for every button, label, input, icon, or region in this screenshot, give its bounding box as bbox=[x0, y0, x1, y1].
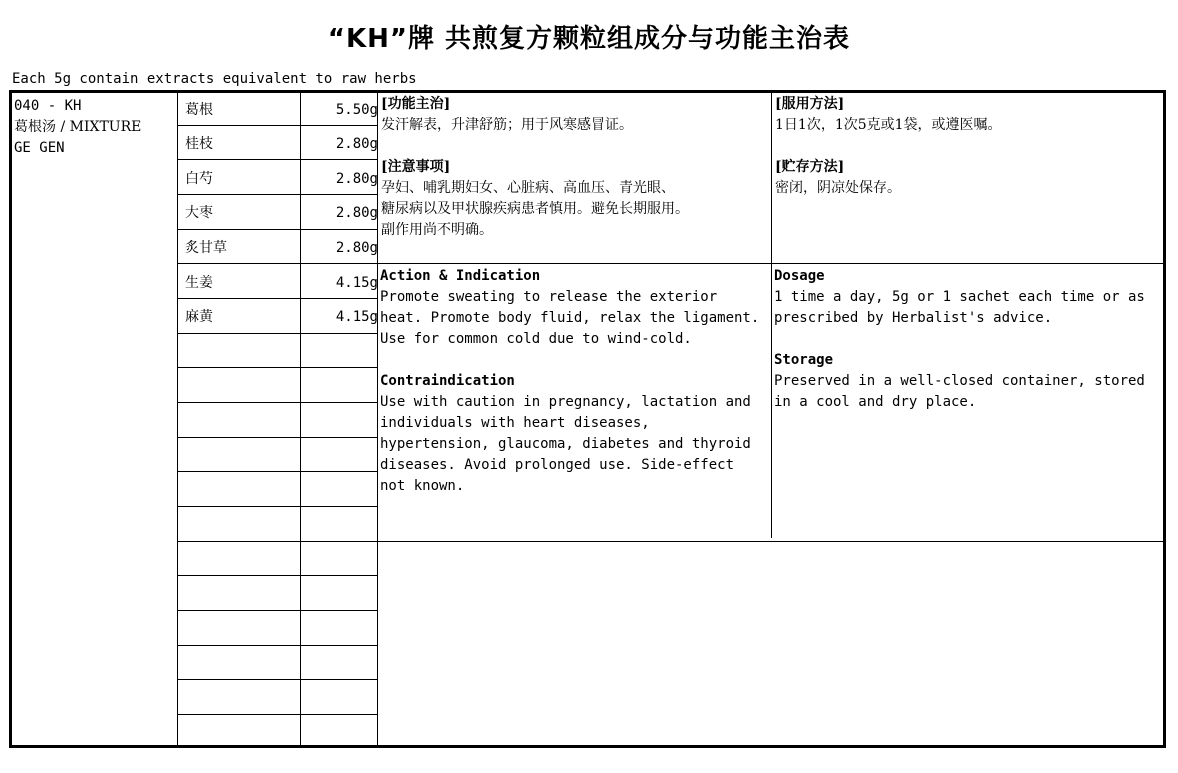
row-line bbox=[177, 610, 377, 611]
zh-dosage-text: 1日1次，1次5克或1袋，或遵医嘱。 bbox=[775, 117, 1002, 133]
subtitle: Each 5g contain extracts equivalent to raw herbs bbox=[12, 71, 417, 87]
zh-indication-heading: [功能主治] bbox=[381, 96, 451, 112]
en-indication-panel bbox=[380, 266, 770, 497]
en-contra-line: individuals with heart diseases, bbox=[380, 415, 650, 431]
zh-indication-panel bbox=[381, 94, 769, 241]
herb-name: 生姜 bbox=[185, 275, 213, 291]
herb-name: 白芍 bbox=[185, 171, 213, 187]
en-dosage-heading: Dosage bbox=[774, 268, 825, 284]
zh-storage-text: 密闭，阴凉处保存。 bbox=[775, 180, 901, 196]
row-line bbox=[177, 575, 377, 576]
en-contra-heading: Contraindication bbox=[380, 373, 515, 389]
herb-name: 麻黄 bbox=[185, 309, 213, 325]
divider-info-columns bbox=[771, 93, 772, 538]
row-line bbox=[177, 471, 377, 472]
herb-qty: 5.50g bbox=[335, 102, 378, 118]
zh-caution-line: 孕妇、哺乳期妇女、心脏病、高血压、青光眼、 bbox=[381, 180, 675, 196]
herb-qty: 4.15g bbox=[335, 275, 378, 291]
divider-code-herb bbox=[177, 93, 178, 745]
product-name-en: GE GEN bbox=[14, 140, 65, 156]
row-line bbox=[177, 367, 377, 368]
row-line bbox=[177, 402, 377, 403]
en-dosage-line: prescribed by Herbalist's advice. bbox=[774, 310, 1053, 326]
herb-qty: 4.15g bbox=[335, 309, 378, 325]
en-storage-line: in a cool and dry place. bbox=[774, 394, 977, 410]
product-info bbox=[14, 96, 174, 159]
en-indication-line: Promote sweating to release the exterior bbox=[380, 289, 718, 305]
en-storage-line: Preserved in a well-closed container, stored bbox=[774, 373, 1145, 389]
zh-indication-text: 发汗解表，升津舒筋；用于风寒感冒证。 bbox=[381, 117, 633, 133]
herb-name: 大枣 bbox=[185, 205, 213, 221]
en-contra-line: diseases. Avoid prolonged use. Side-effect bbox=[380, 457, 735, 473]
en-indication-line: Use for common cold due to wind-cold. bbox=[380, 331, 692, 347]
info-divider-bottom bbox=[377, 541, 1163, 542]
en-indication-heading: Action & Indication bbox=[380, 268, 541, 284]
product-code: 040 - KH bbox=[14, 98, 82, 114]
en-dosage-panel bbox=[774, 266, 1164, 413]
page-title: “KH”牌 共煎复方颗粒组成分与功能主治表 bbox=[327, 24, 851, 54]
zh-dosage-heading: [服用方法] bbox=[775, 96, 845, 112]
zh-storage-heading: [贮存方法] bbox=[775, 159, 845, 175]
en-contra-line: Use with caution in pregnancy, lactation and bbox=[380, 394, 751, 410]
herb-qty: 2.80g bbox=[335, 240, 378, 256]
herb-name: 桂枝 bbox=[185, 136, 213, 152]
en-storage-heading: Storage bbox=[774, 352, 834, 368]
row-line bbox=[177, 645, 377, 646]
product-name-zh: 葛根汤 / MIXTURE bbox=[14, 119, 142, 135]
zh-dosage-panel bbox=[775, 94, 1163, 199]
herb-qty: 2.80g bbox=[335, 171, 378, 187]
row-line bbox=[177, 541, 377, 542]
zh-caution-line: 糖尿病以及甲状腺疾病患者慎用。避免长期服用。 bbox=[381, 201, 689, 217]
en-dosage-line: 1 time a day, 5g or 1 sachet each time or as bbox=[774, 289, 1145, 305]
herb-qty: 2.80g bbox=[335, 205, 378, 221]
row-line bbox=[177, 506, 377, 507]
herb-qty: 2.80g bbox=[335, 136, 378, 152]
en-contra-line: hypertension, glaucoma, diabetes and thyroid bbox=[380, 436, 751, 452]
herb-name: 炙甘草 bbox=[185, 240, 227, 256]
en-indication-line: heat. Promote body fluid, relax the ligament. bbox=[380, 310, 760, 326]
en-contra-line: not known. bbox=[380, 478, 465, 494]
zh-caution-line: 副作用尚不明确。 bbox=[381, 222, 493, 238]
row-line bbox=[177, 437, 377, 438]
row-line bbox=[177, 714, 377, 715]
row-line bbox=[177, 679, 377, 680]
info-divider-zh-en bbox=[377, 263, 1163, 264]
herb-name: 葛根 bbox=[185, 102, 213, 118]
formula-sheet bbox=[9, 90, 1166, 748]
zh-caution-heading: [注意事项] bbox=[381, 159, 451, 175]
